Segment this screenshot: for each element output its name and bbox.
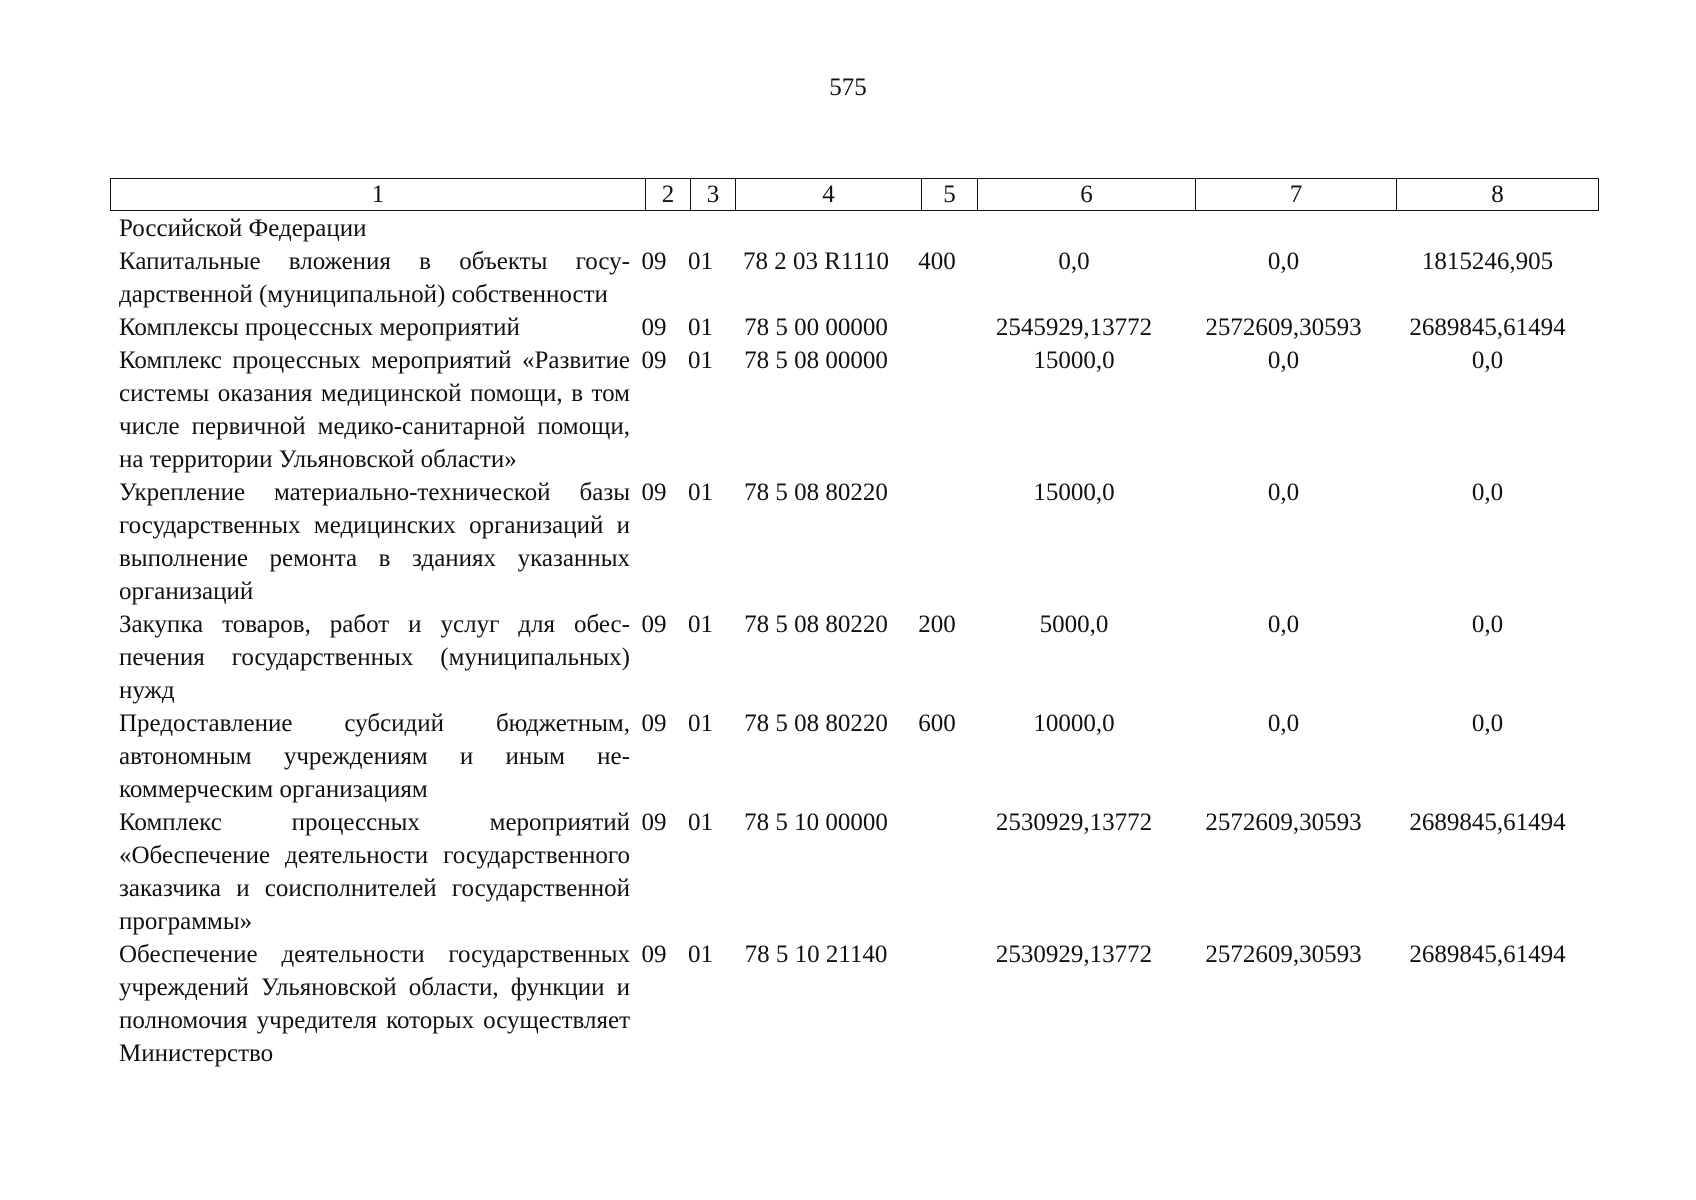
column-number-header — [110, 178, 1599, 211]
header-col-1: 1 — [111, 179, 646, 211]
row-amount-7: 2572609,30593 — [1205, 941, 1362, 968]
row-target-code: 78 5 08 00000 — [744, 347, 888, 374]
row-amount-8: 0,0 — [1471, 710, 1504, 737]
row-name: Капитальные вложения в объекты государственной (муниципальной) собственности — [119, 248, 630, 308]
row-amount-6: 5000,0 — [1039, 611, 1109, 638]
header-col-8: 8 — [1397, 179, 1599, 211]
row-amount-8: 2689845,61494 — [1409, 314, 1566, 341]
row-amount-7: 0,0 — [1267, 611, 1300, 638]
row-amount-8: 0,0 — [1471, 347, 1504, 374]
row-section: 09 — [641, 710, 667, 737]
row-target-code: 78 5 00 00000 — [744, 314, 888, 341]
row-amount-8: 0,0 — [1471, 611, 1504, 638]
row-name: Российской Федерации — [119, 215, 367, 242]
row-amount-7: 0,0 — [1267, 347, 1300, 374]
row-subsection: 01 — [688, 710, 713, 737]
row-section: 09 — [641, 314, 667, 341]
table-row — [110, 245, 1598, 311]
row-amount-7: 0,0 — [1267, 248, 1300, 275]
page-number: 575 — [829, 74, 867, 101]
row-target-code: 78 5 08 80220 — [744, 479, 888, 506]
row-name: Комплексы процессных мероприятий — [119, 314, 520, 341]
row-section: 09 — [641, 347, 667, 374]
row-target-code: 78 5 10 21140 — [744, 941, 888, 968]
row-subsection: 01 — [688, 941, 713, 968]
row-expense-type: 200 — [918, 611, 956, 638]
table-row — [110, 212, 1598, 245]
row-target-code: 78 5 08 80220 — [744, 710, 888, 737]
budget-table-body — [110, 212, 1598, 1070]
row-amount-6: 0,0 — [1058, 248, 1090, 275]
header-row — [111, 179, 1599, 211]
row-expense-type: 400 — [918, 248, 956, 275]
row-target-code: 78 5 08 80220 — [744, 611, 888, 638]
row-subsection: 01 — [688, 347, 713, 374]
row-name: Обеспечение деятельности государственных учреждений Ульяновской области, функции и полномочия учредителя которых осуществляет Министерство — [119, 941, 630, 1067]
table-row — [110, 707, 1598, 806]
header-col-6: 6 — [978, 179, 1196, 211]
row-amount-7: 2572609,30593 — [1205, 314, 1362, 341]
row-name: Предоставление субсидий бюджетным, автономным учреждениям и иным некоммерческим организациям — [119, 710, 630, 803]
row-amount-8: 2689845,61494 — [1409, 809, 1566, 836]
row-amount-6: 2530929,13772 — [995, 941, 1153, 968]
row-amount-6: 10000,0 — [1033, 710, 1115, 737]
header-col-5: 5 — [922, 179, 978, 211]
row-target-code: 78 2 03 R1110 — [742, 248, 890, 275]
row-subsection: 01 — [688, 248, 713, 275]
row-amount-8: 2689845,61494 — [1409, 941, 1566, 968]
row-amount-6: 15000,0 — [1033, 479, 1115, 506]
header-col-2: 2 — [646, 179, 691, 211]
row-subsection: 01 — [688, 314, 713, 341]
table-row — [110, 311, 1598, 344]
table-row — [110, 344, 1598, 476]
row-amount-6: 2545929,13772 — [995, 314, 1153, 341]
row-name: Укрепление материально-технической базы государственных медицинских организаций и выполнение ремонта в зданиях указанных организаций — [119, 479, 630, 605]
row-subsection: 01 — [688, 479, 713, 506]
row-amount-6: 2530929,13772 — [995, 809, 1153, 836]
header-col-7: 7 — [1196, 179, 1397, 211]
row-amount-8: 1815246,905 — [1421, 248, 1554, 275]
row-amount-7: 2572609,30593 — [1205, 809, 1362, 836]
row-section: 09 — [641, 941, 667, 968]
row-section: 09 — [641, 248, 667, 275]
row-amount-8: 0,0 — [1471, 479, 1504, 506]
row-section: 09 — [641, 479, 667, 506]
row-name: Комплекс процессных мероприятий «Обеспечение деятельности государственного заказчика и соисполнителей государственной программы» — [119, 809, 630, 935]
table-row — [110, 938, 1598, 1070]
row-expense-type: 600 — [918, 710, 956, 737]
table-row — [110, 806, 1598, 938]
header-col-4: 4 — [736, 179, 922, 211]
row-section: 09 — [641, 611, 667, 638]
row-section: 09 — [641, 809, 667, 836]
row-amount-7: 0,0 — [1267, 710, 1300, 737]
row-amount-6: 15000,0 — [1033, 347, 1115, 374]
row-name: Закупка товаров, работ и услуг для обеспечения государственных (муниципальных) нужд — [119, 611, 630, 704]
row-amount-7: 0,0 — [1267, 479, 1300, 506]
header-col-3: 3 — [691, 179, 736, 211]
table-row — [110, 476, 1598, 608]
table-row — [110, 608, 1598, 707]
row-subsection: 01 — [688, 809, 713, 836]
row-subsection: 01 — [688, 611, 713, 638]
row-name: Комплекс процессных мероприятий «Развитие системы оказания медицинской помощи, в том числе первичной медико-санитарной помощи, на территории Ульяновской области» — [119, 347, 630, 473]
row-target-code: 78 5 10 00000 — [744, 809, 888, 836]
